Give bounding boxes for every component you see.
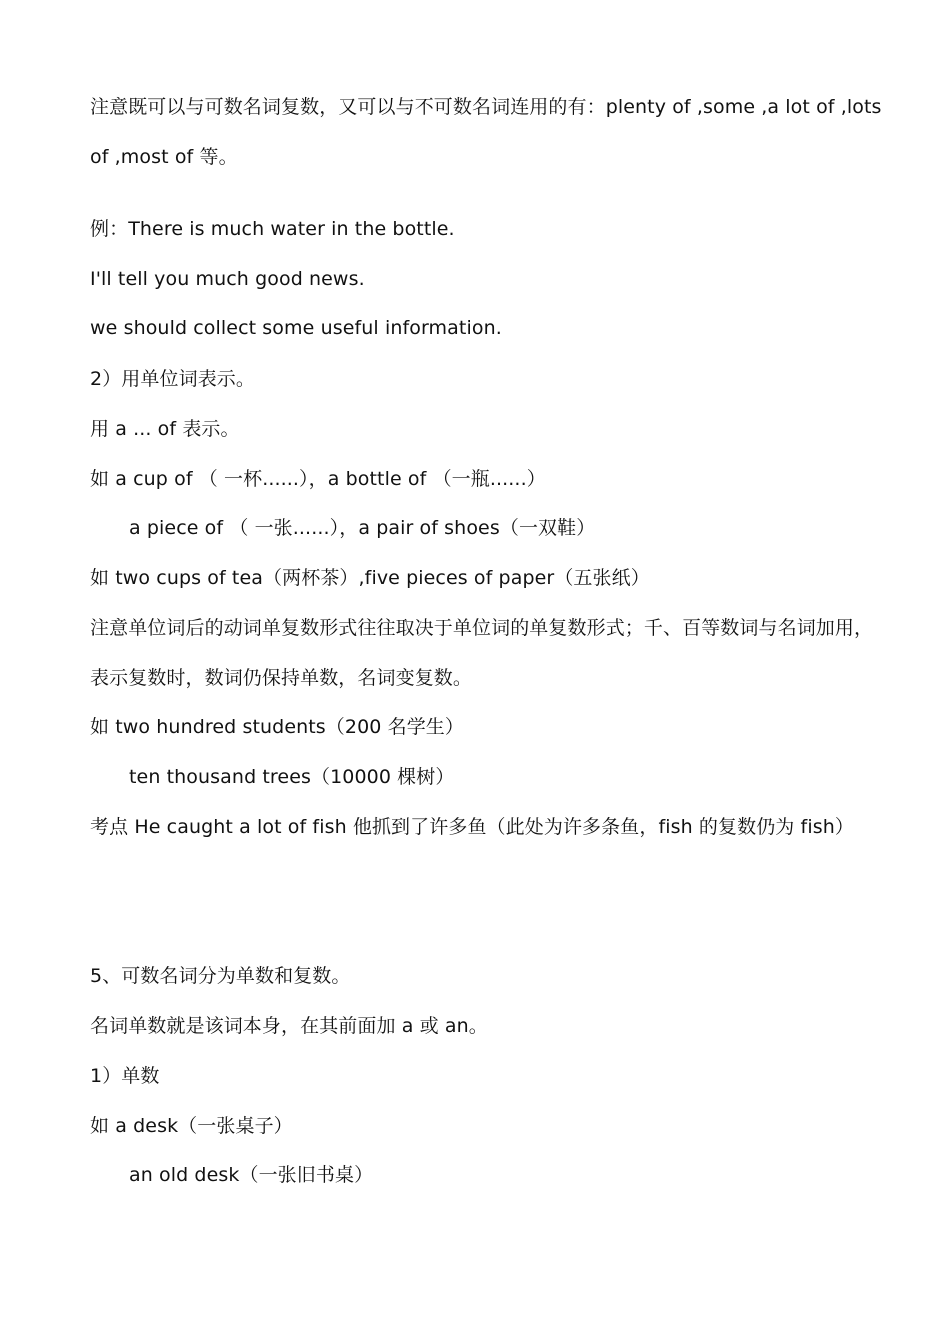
paragraph-line-singular-def: 名词单数就是该词本身，在其前面加 a 或 an。: [90, 1015, 488, 1037]
paragraph-line-unit-note: 注意单位词后的动词单复数形式往往取决于单位词的单复数形式；千、百等数词与名词加用，: [90, 617, 874, 639]
section-heading-countable: 5、可数名词分为单数和复数。: [90, 965, 351, 987]
paragraph-line-unit-note-cont: 表示复数时，数词仍保持单数，名词变复数。: [90, 667, 473, 689]
section-heading-unit-words: 2）用单位词表示。: [90, 368, 255, 390]
paragraph-line-note-usage: 注意既可以与可数名词复数，又可以与不可数名词连用的有：plenty of ,some ,a lot of ,lots: [90, 96, 882, 118]
example-line-cup-bottle: 如 a cup of （ 一杯......），a bottle of （一瓶......）: [90, 468, 546, 490]
paragraph-line-exam-point: 考点 He caught a lot of fish 他抓到了许多鱼（此处为许多条鱼，fish 的复数仍为 fish）: [90, 816, 854, 838]
example-line-piece-pair: a piece of （ 一张......），a pair of shoes（一双鞋）: [129, 517, 596, 539]
paragraph-line-a-of: 用 a ... of 表示。: [90, 418, 240, 440]
example-line-information: we should collect some useful information.: [90, 317, 502, 339]
paragraph-line-note-usage-cont: of ,most of 等。: [90, 146, 238, 168]
example-line-hundred: 如 two hundred students（200 名学生）: [90, 716, 464, 738]
example-line-desk: 如 a desk（一张桌子）: [90, 1115, 293, 1137]
example-line-thousand: ten thousand trees（10000 棵树）: [129, 766, 455, 788]
example-line-news: I'll tell you much good news.: [90, 268, 365, 290]
example-line-cups-pieces: 如 two cups of tea（两杯茶）,five pieces of paper（五张纸）: [90, 567, 650, 589]
section-heading-singular: 1）单数: [90, 1065, 160, 1087]
example-line-old-desk: an old desk（一张旧书桌）: [129, 1164, 374, 1186]
example-line-water: 例：There is much water in the bottle.: [90, 218, 455, 240]
